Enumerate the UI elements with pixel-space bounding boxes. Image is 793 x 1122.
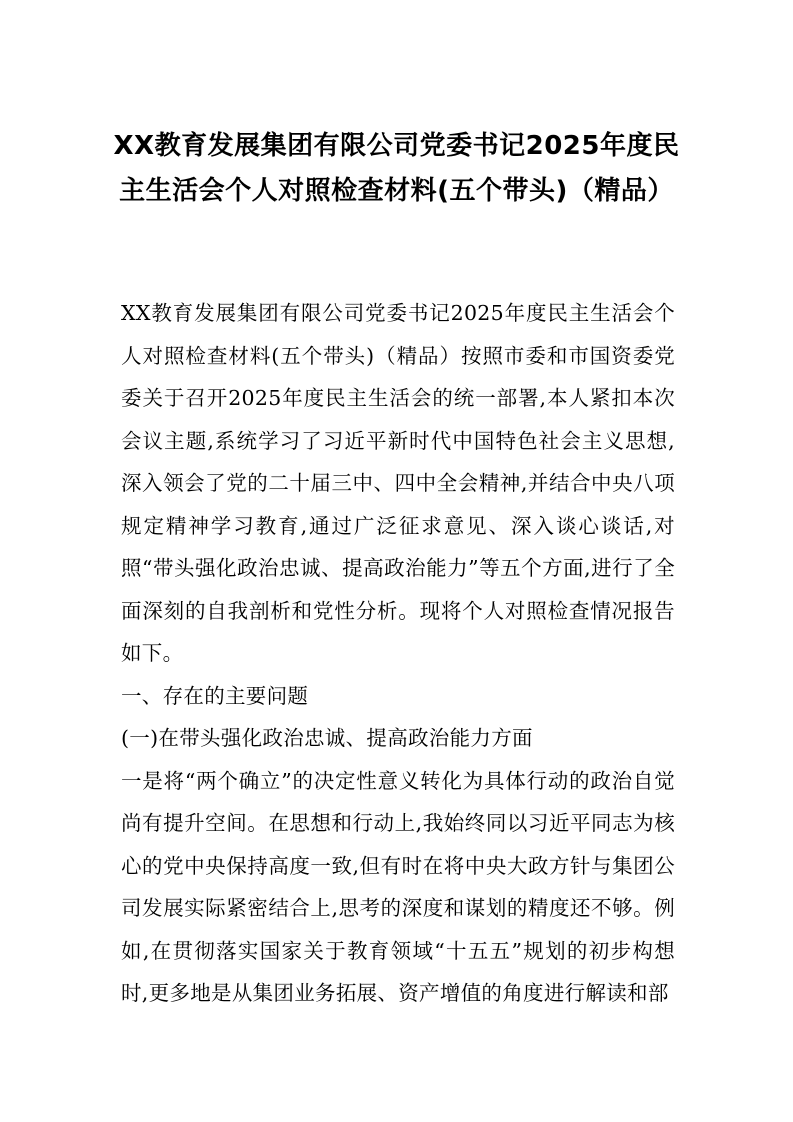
section-heading-problems: 一、存在的主要问题 xyxy=(121,683,309,708)
document-body xyxy=(121,292,675,1015)
document-title: XX教育发展集团有限公司党委书记2025年度民主生活会个人对照检查材料(五个带头)（精品） xyxy=(113,131,680,206)
paragraph-intro: XX教育发展集团有限公司党委书记2025年度民主生活会个人对照检查材料(五个带头)（精品）按照市委和市国资委党委关于召开2025年度民主生活会的统一部署,本人紧扣本次会议主题,系统学习了习近平新时代中国特色社会主义思想,深入领会了党的二十届三中、四中全会精神,并结合中央八项规定精神学习教育,通过广泛征求意见、深入谈心谈话,对照“带头强化政治忠诚、提高政治能力”等五个方面,进行了全面深刻的自我剖析和党性分析。现将个人对照检查情况报告如下。 xyxy=(121,301,675,665)
subsection-heading-political-loyalty: (一)在带头强化政治忠诚、提高政治能力方面 xyxy=(121,726,533,750)
paragraph-point-one: 一是将“两个确立”的决定性意义转化为具体行动的政治自觉尚有提升空间。在思想和行动上,我始终同以习近平同志为核心的党中央保持高度一致,但有时在将中央大政方针与集团公司发展实际紧密结合上,思考的深度和谋划的精度还不够。例如,在贯彻落实国家关于教育领域“十五五”规划的初步构想时,更多地是从集团业务拓展、资产增值的角度进行解读和部 xyxy=(121,768,675,1005)
